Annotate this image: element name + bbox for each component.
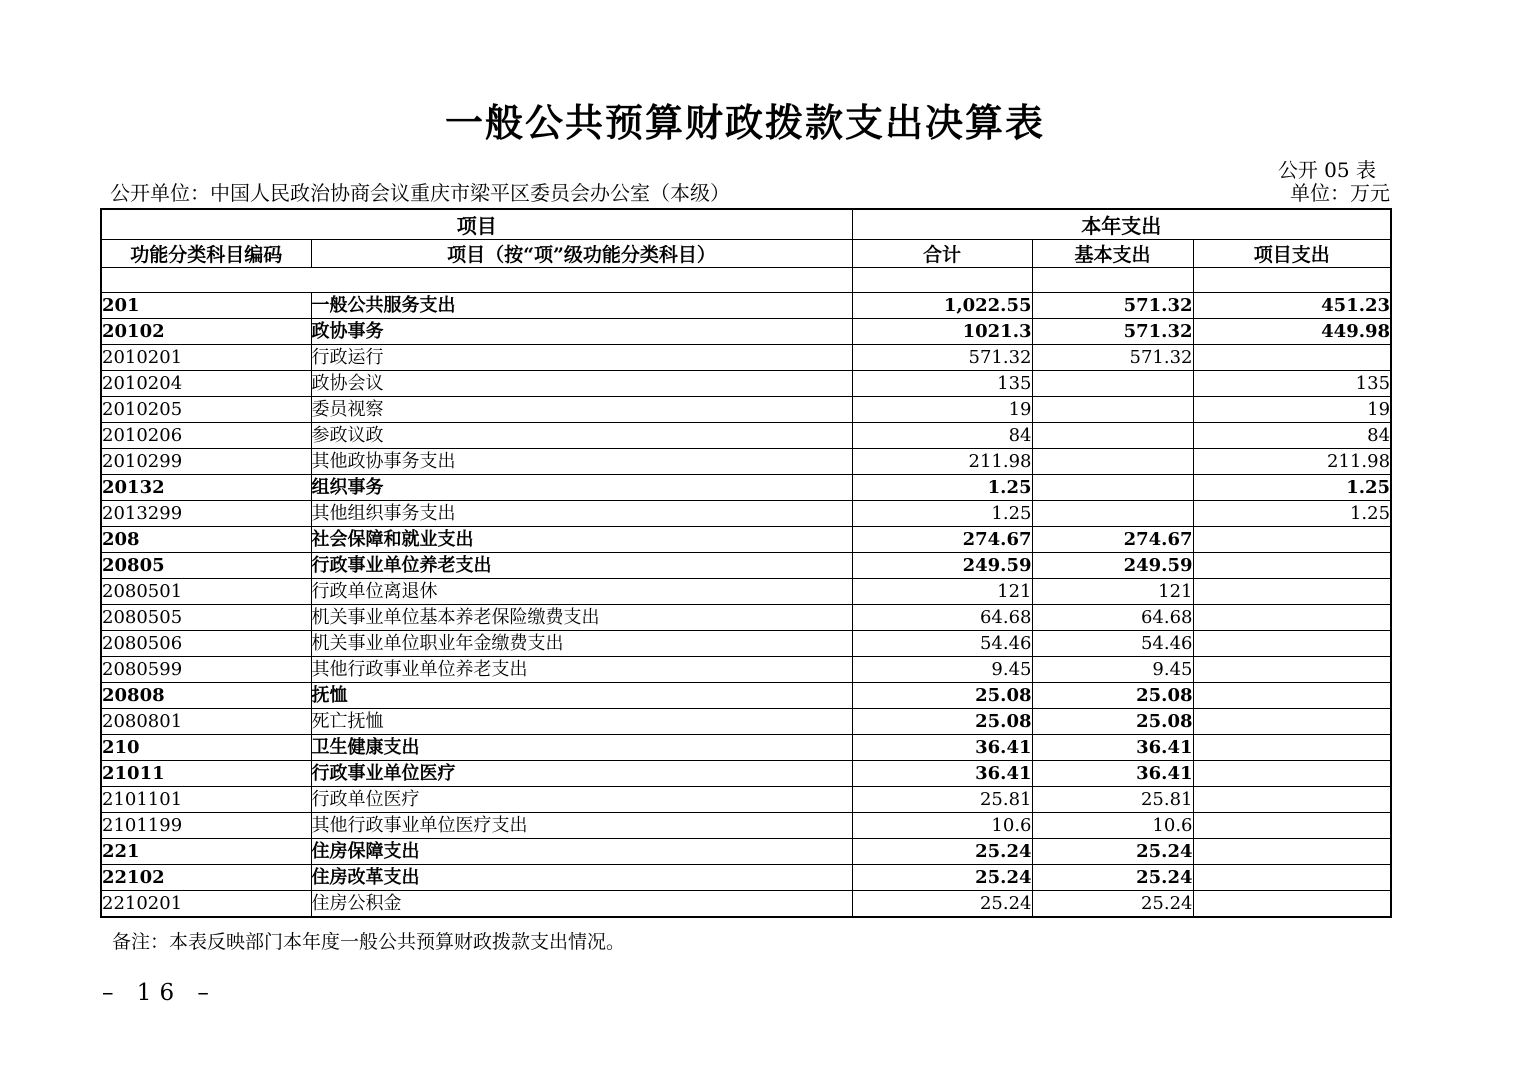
cell-total: 25.24 bbox=[852, 865, 1032, 891]
cell-basic-expenditure: 9.45 bbox=[1032, 657, 1193, 683]
cell-basic-expenditure: 64.68 bbox=[1032, 605, 1193, 631]
cell-item-name: 一般公共服务支出 bbox=[311, 293, 852, 319]
cell-total: 19 bbox=[852, 397, 1032, 423]
cell-function-code: 2101101 bbox=[101, 787, 311, 813]
unit-of-measure-label: 单位：万元 bbox=[1290, 180, 1390, 205]
cell-item-name: 行政事业单位医疗 bbox=[311, 761, 852, 787]
cell-item-name: 其他行政事业单位养老支出 bbox=[311, 657, 852, 683]
table-row bbox=[101, 735, 1391, 761]
cell-function-code: 201 bbox=[101, 293, 311, 319]
header-current-year-expenditure-group: 本年支出 bbox=[852, 209, 1391, 240]
cell-total: 121 bbox=[852, 579, 1032, 605]
spacer-cell bbox=[101, 268, 852, 293]
cell-total: 1.25 bbox=[852, 475, 1032, 501]
cell-total: 1,022.55 bbox=[852, 293, 1032, 319]
cell-basic-expenditure: 25.08 bbox=[1032, 683, 1193, 709]
cell-total: 36.41 bbox=[852, 761, 1032, 787]
cell-basic-expenditure: 25.24 bbox=[1032, 839, 1193, 865]
cell-basic-expenditure: 25.24 bbox=[1032, 865, 1193, 891]
table-row bbox=[101, 293, 1391, 319]
cell-function-code: 2010206 bbox=[101, 423, 311, 449]
table-row bbox=[101, 579, 1391, 605]
cell-item-name: 住房公积金 bbox=[311, 891, 852, 918]
meta-row bbox=[100, 182, 1390, 205]
table-row bbox=[101, 475, 1391, 501]
cell-item-name: 其他行政事业单位医疗支出 bbox=[311, 813, 852, 839]
cell-item-name: 其他政协事务支出 bbox=[311, 449, 852, 475]
col-header-project-expenditure: 项目支出 bbox=[1193, 240, 1391, 268]
cell-item-name: 组织事务 bbox=[311, 475, 852, 501]
cell-total: 1.25 bbox=[852, 501, 1032, 527]
cell-function-code: 2101199 bbox=[101, 813, 311, 839]
cell-item-name: 政协事务 bbox=[311, 319, 852, 345]
cell-function-code: 20102 bbox=[101, 319, 311, 345]
cell-function-code: 20132 bbox=[101, 475, 311, 501]
table-row bbox=[101, 605, 1391, 631]
cell-basic-expenditure: 10.6 bbox=[1032, 813, 1193, 839]
cell-total: 249.59 bbox=[852, 553, 1032, 579]
cell-project-expenditure: 211.98 bbox=[1193, 449, 1391, 475]
col-header-function-code: 功能分类科目编码 bbox=[101, 240, 311, 268]
cell-basic-expenditure bbox=[1032, 371, 1193, 397]
cell-total: 9.45 bbox=[852, 657, 1032, 683]
table-row bbox=[101, 527, 1391, 553]
spacer-cell bbox=[1193, 268, 1391, 293]
cell-function-code: 2080801 bbox=[101, 709, 311, 735]
cell-project-expenditure: 135 bbox=[1193, 371, 1391, 397]
spacer-row bbox=[101, 268, 1391, 293]
cell-project-expenditure bbox=[1193, 761, 1391, 787]
cell-item-name: 政协会议 bbox=[311, 371, 852, 397]
cell-basic-expenditure: 249.59 bbox=[1032, 553, 1193, 579]
cell-basic-expenditure bbox=[1032, 423, 1193, 449]
table-row bbox=[101, 787, 1391, 813]
cell-total: 84 bbox=[852, 423, 1032, 449]
table-row bbox=[101, 631, 1391, 657]
cell-project-expenditure bbox=[1193, 839, 1391, 865]
cell-item-name: 行政单位医疗 bbox=[311, 787, 852, 813]
cell-project-expenditure: 84 bbox=[1193, 423, 1391, 449]
cell-project-expenditure bbox=[1193, 553, 1391, 579]
cell-total: 25.24 bbox=[852, 839, 1032, 865]
cell-item-name: 抚恤 bbox=[311, 683, 852, 709]
cell-basic-expenditure: 25.08 bbox=[1032, 709, 1193, 735]
cell-basic-expenditure: 571.32 bbox=[1032, 293, 1193, 319]
table-row bbox=[101, 501, 1391, 527]
cell-function-code: 20805 bbox=[101, 553, 311, 579]
cell-project-expenditure: 451.23 bbox=[1193, 293, 1391, 319]
content-area bbox=[100, 0, 1390, 1006]
cell-project-expenditure: 19 bbox=[1193, 397, 1391, 423]
cell-function-code: 20808 bbox=[101, 683, 311, 709]
cell-function-code: 2010299 bbox=[101, 449, 311, 475]
cell-total: 1021.3 bbox=[852, 319, 1032, 345]
cell-item-name: 委员视察 bbox=[311, 397, 852, 423]
cell-total: 36.41 bbox=[852, 735, 1032, 761]
header-group-row bbox=[101, 209, 1391, 240]
cell-function-code: 2080501 bbox=[101, 579, 311, 605]
table-row bbox=[101, 657, 1391, 683]
cell-function-code: 2080506 bbox=[101, 631, 311, 657]
cell-function-code: 22102 bbox=[101, 865, 311, 891]
footnote: 备注：本表反映部门本年度一般公共预算财政拨款支出情况。 bbox=[112, 931, 626, 954]
cell-total: 10.6 bbox=[852, 813, 1032, 839]
spacer-cell bbox=[1032, 268, 1193, 293]
table-row bbox=[101, 345, 1391, 371]
cell-function-code: 21011 bbox=[101, 761, 311, 787]
cell-total: 25.08 bbox=[852, 709, 1032, 735]
cell-basic-expenditure: 25.24 bbox=[1032, 891, 1193, 918]
cell-item-name: 参政议政 bbox=[311, 423, 852, 449]
cell-basic-expenditure: 571.32 bbox=[1032, 319, 1193, 345]
cell-function-code: 2013299 bbox=[101, 501, 311, 527]
col-header-total: 合计 bbox=[852, 240, 1032, 268]
cell-item-name: 行政事业单位养老支出 bbox=[311, 553, 852, 579]
cell-function-code: 221 bbox=[101, 839, 311, 865]
cell-total: 274.67 bbox=[852, 527, 1032, 553]
cell-project-expenditure: 1.25 bbox=[1193, 475, 1391, 501]
table-row bbox=[101, 319, 1391, 345]
cell-total: 571.32 bbox=[852, 345, 1032, 371]
cell-total: 25.81 bbox=[852, 787, 1032, 813]
table-row bbox=[101, 709, 1391, 735]
table-row bbox=[101, 865, 1391, 891]
cell-basic-expenditure: 54.46 bbox=[1032, 631, 1193, 657]
table-row bbox=[101, 683, 1391, 709]
cell-basic-expenditure bbox=[1032, 501, 1193, 527]
header-project-group: 项目 bbox=[101, 209, 852, 240]
cell-item-name: 社会保障和就业支出 bbox=[311, 527, 852, 553]
cell-basic-expenditure bbox=[1032, 397, 1193, 423]
cell-project-expenditure: 449.98 bbox=[1193, 319, 1391, 345]
table-header bbox=[101, 209, 1391, 293]
col-header-basic-expenditure: 基本支出 bbox=[1032, 240, 1193, 268]
cell-total: 211.98 bbox=[852, 449, 1032, 475]
publishing-unit-label: 公开单位：中国人民政治协商会议重庆市梁平区委员会办公室（本级） bbox=[110, 180, 730, 205]
cell-basic-expenditure: 121 bbox=[1032, 579, 1193, 605]
spacer-cell bbox=[852, 268, 1032, 293]
table-row bbox=[101, 553, 1391, 579]
cell-total: 135 bbox=[852, 371, 1032, 397]
cell-basic-expenditure: 571.32 bbox=[1032, 345, 1193, 371]
header-columns-row bbox=[101, 240, 1391, 268]
cell-project-expenditure bbox=[1193, 579, 1391, 605]
cell-item-name: 卫生健康支出 bbox=[311, 735, 852, 761]
cell-basic-expenditure: 36.41 bbox=[1032, 735, 1193, 761]
cell-item-name: 行政单位离退休 bbox=[311, 579, 852, 605]
table-row bbox=[101, 761, 1391, 787]
cell-project-expenditure bbox=[1193, 631, 1391, 657]
cell-item-name: 行政运行 bbox=[311, 345, 852, 371]
cell-project-expenditure bbox=[1193, 657, 1391, 683]
cell-function-code: 2080599 bbox=[101, 657, 311, 683]
cell-total: 54.46 bbox=[852, 631, 1032, 657]
cell-total: 25.24 bbox=[852, 891, 1032, 918]
cell-basic-expenditure bbox=[1032, 475, 1193, 501]
cell-project-expenditure bbox=[1193, 891, 1391, 918]
cell-total: 64.68 bbox=[852, 605, 1032, 631]
cell-project-expenditure bbox=[1193, 787, 1391, 813]
cell-basic-expenditure: 36.41 bbox=[1032, 761, 1193, 787]
cell-basic-expenditure: 25.81 bbox=[1032, 787, 1193, 813]
cell-project-expenditure bbox=[1193, 605, 1391, 631]
budget-table bbox=[100, 208, 1392, 919]
table-row bbox=[101, 891, 1391, 918]
cell-function-code: 2010204 bbox=[101, 371, 311, 397]
table-code-label: 公开 05 表 bbox=[1277, 157, 1376, 182]
cell-project-expenditure bbox=[1193, 345, 1391, 371]
cell-item-name: 其他组织事务支出 bbox=[311, 501, 852, 527]
table-row bbox=[101, 813, 1391, 839]
table-row bbox=[101, 449, 1391, 475]
table-body bbox=[101, 293, 1391, 918]
cell-function-code: 2010201 bbox=[101, 345, 311, 371]
cell-item-name: 住房改革支出 bbox=[311, 865, 852, 891]
cell-function-code: 2010205 bbox=[101, 397, 311, 423]
table-row bbox=[101, 839, 1391, 865]
cell-function-code: 2210201 bbox=[101, 891, 311, 918]
cell-project-expenditure bbox=[1193, 813, 1391, 839]
cell-function-code: 210 bbox=[101, 735, 311, 761]
table-row bbox=[101, 371, 1391, 397]
cell-function-code: 2080505 bbox=[101, 605, 311, 631]
cell-project-expenditure: 1.25 bbox=[1193, 501, 1391, 527]
cell-item-name: 机关事业单位基本养老保险缴费支出 bbox=[311, 605, 852, 631]
cell-item-name: 机关事业单位职业年金缴费支出 bbox=[311, 631, 852, 657]
cell-project-expenditure bbox=[1193, 709, 1391, 735]
table-row bbox=[101, 423, 1391, 449]
page-title: 一般公共预算财政拨款支出决算表 bbox=[444, 100, 1045, 145]
cell-project-expenditure bbox=[1193, 735, 1391, 761]
page-number: – 16 – bbox=[102, 979, 217, 1006]
table-row bbox=[101, 397, 1391, 423]
cell-total: 25.08 bbox=[852, 683, 1032, 709]
cell-item-name: 死亡抚恤 bbox=[311, 709, 852, 735]
cell-project-expenditure bbox=[1193, 527, 1391, 553]
cell-project-expenditure bbox=[1193, 683, 1391, 709]
cell-item-name: 住房保障支出 bbox=[311, 839, 852, 865]
col-header-item-name: 项目（按“项”级功能分类科目） bbox=[311, 240, 852, 268]
cell-basic-expenditure bbox=[1032, 449, 1193, 475]
cell-basic-expenditure: 274.67 bbox=[1032, 527, 1193, 553]
cell-project-expenditure bbox=[1193, 865, 1391, 891]
cell-function-code: 208 bbox=[101, 527, 311, 553]
